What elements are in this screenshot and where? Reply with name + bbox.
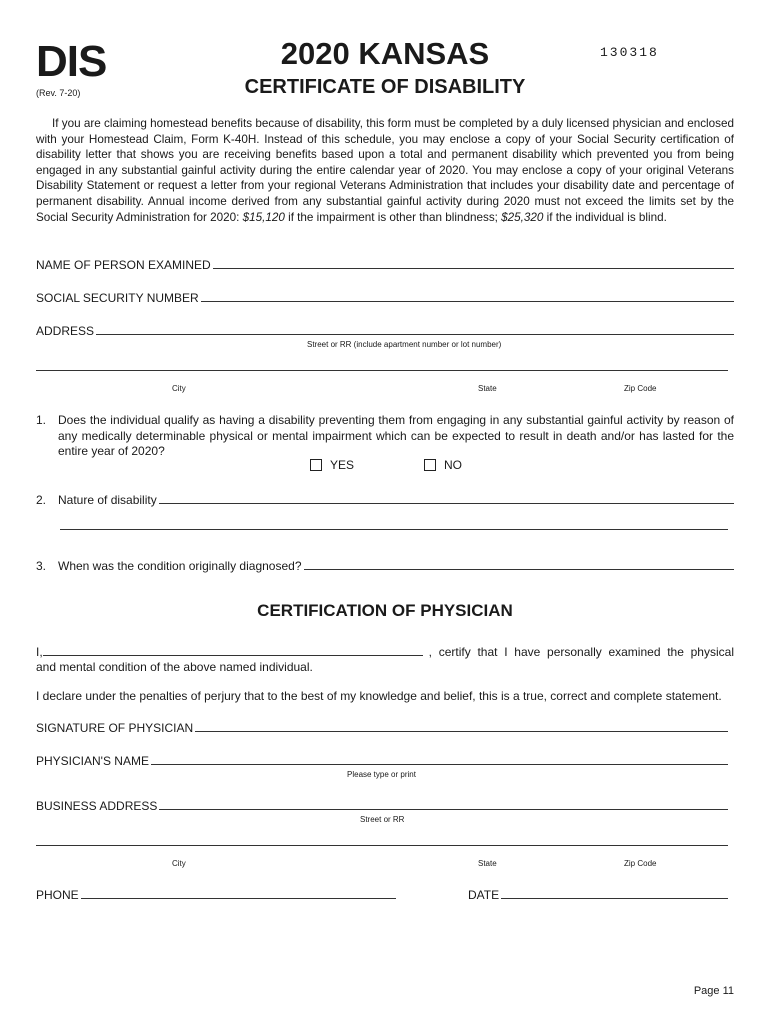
physician-name-row [36, 754, 728, 768]
name-examined-label: NAME OF PERSON EXAMINED [36, 258, 211, 272]
no-option[interactable] [424, 458, 462, 472]
perjury-statement: I declare under the penalties of perjury that to the best of my knowledge and belief, this is a true, correct and complete statement. [36, 689, 722, 703]
instructions-paragraph [36, 116, 734, 225]
phone-row [36, 888, 396, 902]
signature-label: SIGNATURE OF PHYSICIAN [36, 721, 194, 735]
certify-text: , certify that I have personally examined the physical [428, 645, 734, 659]
ssn-label: SOCIAL SECURITY NUMBER [36, 291, 199, 305]
city-sublabel: City [172, 384, 186, 393]
certification-heading: CERTIFICATION OF PHYSICIAN [257, 601, 513, 620]
yes-option[interactable] [310, 458, 354, 472]
income-limit-blind: $25,320 [501, 210, 544, 224]
no-label: NO [444, 458, 462, 472]
ssn-field[interactable] [201, 300, 734, 302]
business-address-row [36, 799, 728, 813]
nature-of-disability-field[interactable] [159, 502, 734, 504]
page-number: Page 11 [693, 985, 734, 997]
date-label: DATE [468, 888, 500, 902]
business-city-state-zip-row [36, 844, 728, 849]
ssn-row [36, 291, 734, 305]
certify-row [36, 645, 734, 659]
yes-checkbox[interactable] [310, 459, 322, 471]
yes-label: YES [330, 458, 355, 472]
business-state-sublabel: State [478, 859, 497, 868]
form-title-year: 2020 KANSAS [280, 36, 490, 71]
no-checkbox[interactable] [424, 459, 436, 471]
form-code: DIS [36, 37, 107, 86]
business-address-field[interactable] [159, 808, 728, 810]
question-2-row [36, 493, 734, 507]
business-city-sublabel: City [172, 859, 186, 868]
address-label: ADDRESS [36, 324, 95, 338]
phone-field[interactable] [81, 897, 396, 899]
instructions-text: If you are claiming homestead benefits because of disability, this form must be completed by a duly licensed physician and enclosed with your Homestead Claim, Form K-40H. Instead of this schedule, you may enclose a copy of your Social Security certification of disability letter that shows you are receiving benefits based upon a total and permanent disability which prevented you from being engaged in any substantial gainful activity during the entire calendar year of 2020. You may enclose a copy of your original Veterans Disability Statement or request a letter from your regional Veterans Administration that includes your disability date and percentage of permanent disability. Annual income derived from any substantial gainful activity during 2020 must not exceed the limits set by the Social Security Administration for 2020: [36, 117, 734, 224]
date-field[interactable] [501, 897, 728, 899]
question-3-row [36, 559, 734, 573]
name-examined-row [36, 258, 734, 272]
instructions-text-3: if the individual is blind. [543, 210, 667, 224]
address-sublabel: Street or RR (include apartment number or lot number) [307, 340, 502, 349]
question-2-label: Nature of disability [58, 493, 157, 507]
question-3-label: When was the condition originally diagnosed? [58, 559, 302, 573]
certify-text-line2: and mental condition of the above named individual. [36, 660, 313, 674]
form-title: CERTIFICATE OF DISABILITY [244, 76, 526, 98]
state-sublabel: State [478, 384, 497, 393]
income-limit-sighted: $15,120 [242, 210, 285, 224]
revision-date: (Rev. 7-20) [36, 88, 81, 98]
physician-name-sublabel: Please type or print [347, 770, 416, 779]
address-field[interactable] [96, 333, 734, 335]
physician-name-field[interactable] [151, 763, 728, 765]
physician-name-label: PHYSICIAN'S NAME [36, 754, 149, 768]
document-number: 130318 [600, 45, 659, 60]
physician-certify-name-field[interactable] [43, 654, 423, 656]
name-examined-field[interactable] [213, 267, 734, 269]
address-row [36, 324, 734, 338]
question-1 [36, 413, 734, 460]
question-2-continuation-row [60, 528, 728, 533]
question-1-number: 1. [36, 413, 47, 427]
city-state-zip-field[interactable] [36, 369, 728, 371]
question-2-number: 2. [36, 493, 47, 507]
business-address-label: BUSINESS ADDRESS [36, 799, 158, 813]
question-1-text: Does the individual qualify as having a disability preventing them from engaging in any substantial gainful activity by reason of any medically determinable physical or mental impairment which can be expected to result in death and/or has lasted for the entire year of 2020? [58, 413, 734, 459]
nature-of-disability-field-2[interactable] [60, 528, 728, 530]
diagnosis-date-field[interactable] [304, 568, 735, 570]
certify-prefix: I, [36, 645, 43, 659]
date-row [468, 888, 728, 902]
phone-label: PHONE [36, 888, 79, 902]
instructions-text-2: if the impairment is other than blindness; [284, 210, 502, 224]
business-city-state-zip-field[interactable] [36, 844, 728, 846]
zip-sublabel: Zip Code [624, 384, 657, 393]
business-zip-sublabel: Zip Code [624, 859, 657, 868]
question-3-number: 3. [36, 559, 47, 573]
signature-row [36, 721, 728, 735]
business-address-sublabel: Street or RR [360, 815, 405, 824]
city-state-zip-row [36, 369, 728, 374]
signature-field[interactable] [195, 730, 728, 732]
